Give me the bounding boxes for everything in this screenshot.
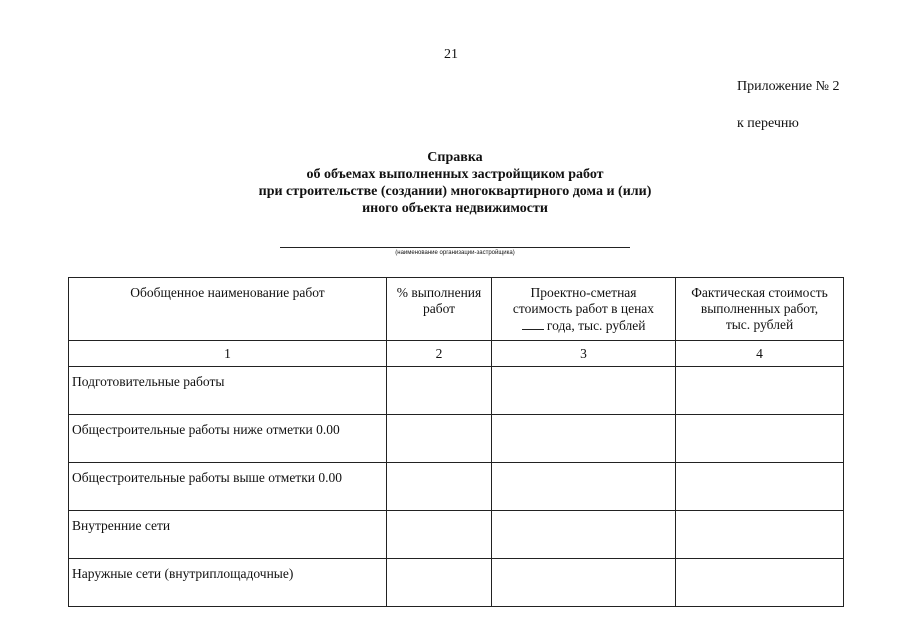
header-actual-line-1: Фактическая стоимость — [691, 285, 828, 300]
completion-cell — [387, 463, 492, 511]
year-blank — [522, 317, 544, 330]
header-estimated-line-2: стоимость работ в ценах — [512, 301, 655, 316]
completion-cell — [387, 511, 492, 559]
header-row — [69, 278, 844, 341]
estimated-cost-cell — [492, 559, 676, 607]
table-row — [69, 559, 844, 607]
organization-name-line — [280, 247, 630, 248]
column-number: 4 — [676, 341, 844, 367]
table-row — [69, 511, 844, 559]
header-completion-percent — [387, 278, 492, 341]
actual-cost-cell — [676, 559, 844, 607]
actual-cost-cell — [676, 463, 844, 511]
column-number: 2 — [387, 341, 492, 367]
header-estimated-line-3: года, тыс. рублей — [546, 318, 646, 333]
page-number: 21 — [444, 47, 458, 62]
estimated-cost-cell — [492, 415, 676, 463]
work-name-cell: Общестроительные работы ниже отметки 0.00 — [69, 415, 387, 463]
organization-name-caption: (наименование организации-застройщика) — [395, 250, 515, 256]
header-estimated-line-1: Проектно-сметная — [530, 285, 637, 300]
estimated-cost-cell — [492, 367, 676, 415]
work-name-cell: Подготовительные работы — [69, 367, 387, 415]
works-table — [68, 277, 844, 607]
completion-cell — [387, 559, 492, 607]
header-work-name — [69, 278, 387, 341]
header-actual-line-2: выполненных работ, — [700, 301, 819, 316]
appendix-title: Приложение № 2 — [737, 79, 840, 94]
work-name-cell: Наружные сети (внутриплощадочные) — [69, 559, 387, 607]
table-row — [69, 415, 844, 463]
title-line-3: при строительстве (создании) многоквартирного дома и (или) — [258, 184, 652, 199]
document-title — [150, 149, 760, 217]
header-estimated-cost — [492, 278, 676, 341]
actual-cost-cell — [676, 415, 844, 463]
header-completion-line-1: % выполнения — [396, 285, 482, 300]
work-name-cell: Внутренние сети — [69, 511, 387, 559]
column-number-row — [69, 341, 844, 367]
header-work-name-text: Обобщенное наименование работ — [130, 285, 325, 300]
title-line-1: Справка — [427, 150, 483, 165]
appendix-subtitle: к перечню — [737, 116, 799, 131]
table-row — [69, 463, 844, 511]
completion-cell — [387, 415, 492, 463]
header-actual-cost — [676, 278, 844, 341]
estimated-cost-cell — [492, 511, 676, 559]
header-completion-line-2: работ — [422, 301, 456, 316]
column-number: 1 — [69, 341, 387, 367]
header-estimated-line-3-wrap — [492, 317, 675, 334]
actual-cost-cell — [676, 511, 844, 559]
actual-cost-cell — [676, 367, 844, 415]
title-line-4: иного объекта недвижимости — [362, 201, 548, 216]
completion-cell — [387, 367, 492, 415]
table-row — [69, 367, 844, 415]
work-name-cell: Общестроительные работы выше отметки 0.00 — [69, 463, 387, 511]
estimated-cost-cell — [492, 463, 676, 511]
column-number: 3 — [492, 341, 676, 367]
title-line-2: об объемах выполненных застройщиком работ — [306, 167, 604, 182]
header-actual-line-3: тыс. рублей — [725, 317, 794, 332]
